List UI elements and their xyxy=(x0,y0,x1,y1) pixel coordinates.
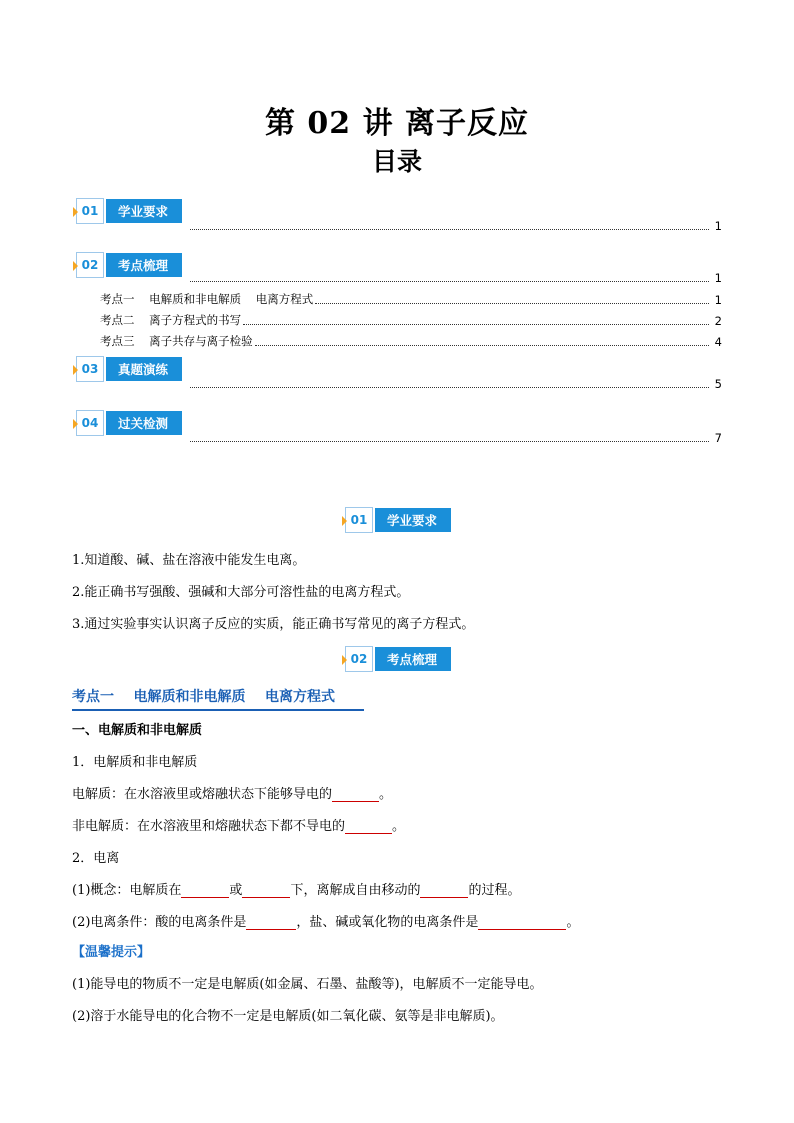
fill-blank[interactable] xyxy=(420,885,468,898)
leader-dots xyxy=(315,303,709,304)
item-heading: 2．电离 xyxy=(72,851,120,866)
toc-entry-02[interactable] xyxy=(188,271,722,285)
hint-label: 【温馨提示】 xyxy=(72,945,151,960)
toc-subentry-text: 考点一 电解质和非电解质 电离方程式 xyxy=(100,292,314,306)
leader-dots xyxy=(243,324,709,325)
badge-label: 过关检测 xyxy=(106,411,182,435)
requirement-item: 3.通过实验事实认识离子反应的实质，能正确书写常见的离子方程式。 xyxy=(72,617,475,632)
page-number: 4 xyxy=(714,335,722,349)
toc-badge-02[interactable] xyxy=(76,252,182,278)
page-number: 1 xyxy=(714,271,722,285)
toc-heading: 目录 xyxy=(371,147,422,176)
item-heading: 1．电解质和非电解质 xyxy=(72,755,198,770)
toc-entry-03[interactable] xyxy=(188,377,722,391)
badge-number: 01 xyxy=(76,198,104,224)
leader-dots xyxy=(190,441,709,442)
toc-subentry-text: 考点二 离子方程式的书写 xyxy=(100,313,242,327)
leader-dots xyxy=(190,387,709,388)
toc-subentry-1[interactable] xyxy=(100,291,722,307)
fill-blank[interactable] xyxy=(242,885,290,898)
fill-blank[interactable] xyxy=(478,917,566,930)
toc-subentry-text: 考点三 离子共存与离子检验 xyxy=(100,334,253,348)
badge-label: 学业要求 xyxy=(106,199,182,223)
toc-entry-01[interactable] xyxy=(188,219,722,233)
badge-label: 真题演练 xyxy=(106,357,182,381)
definition-electrolyte: 电解质：在水溶液里或熔融状态下能够导电的 。 xyxy=(72,787,393,802)
toc-subentry-2[interactable] xyxy=(100,312,722,328)
requirement-item: 2.能正确书写强酸、强碱和大部分可溶性盐的电离方程式。 xyxy=(72,585,410,600)
badge-label: 考点梳理 xyxy=(106,253,182,277)
leader-dots xyxy=(190,229,709,230)
leader-dots xyxy=(190,281,709,282)
badge-number: 01 xyxy=(345,507,373,533)
page-number: 2 xyxy=(714,314,722,328)
toc-badge-03[interactable] xyxy=(76,356,182,382)
ionization-condition: (2)电离条件：酸的电离条件是 ，盐、碱或氧化物的电离条件是 。 xyxy=(72,915,580,930)
badge-number: 02 xyxy=(345,646,373,672)
requirement-item: 1.知道酸、碱、盐在溶液中能发生电离。 xyxy=(72,553,306,568)
key-point-underline xyxy=(72,709,364,711)
badge-number: 02 xyxy=(76,252,104,278)
fill-blank[interactable] xyxy=(181,885,229,898)
definition-nonelectrolyte: 非电解质：在水溶液里和熔融状态下都不导电的 。 xyxy=(72,819,406,834)
leader-dots xyxy=(255,345,709,346)
key-point-title: 考点一 电解质和非电解质 电离方程式 xyxy=(72,689,335,705)
hint-item: (1)能导电的物质不一定是电解质(如金属、石墨、盐酸等)，电解质不一定能导电。 xyxy=(72,977,543,992)
badge-number: 03 xyxy=(76,356,104,382)
toc-subentry-3[interactable] xyxy=(100,333,722,349)
fill-blank[interactable] xyxy=(345,821,392,834)
toc-badge-01[interactable] xyxy=(76,198,182,224)
page-number: 5 xyxy=(714,377,722,391)
hint-item: (2)溶于水能导电的化合物不一定是电解质(如二氧化碳、氨等是非电解质)。 xyxy=(72,1009,504,1024)
badge-label: 学业要求 xyxy=(375,508,451,532)
section-badge-01 xyxy=(345,507,451,533)
page-number: 1 xyxy=(714,293,722,307)
toc-badge-04[interactable] xyxy=(76,410,182,436)
ionization-concept: (1)概念：电解质在 或 下，离解成自由移动的 的过程。 xyxy=(72,883,521,898)
document-title: 第 02 讲 离子反应 xyxy=(264,106,530,141)
subsection-heading: 一、电解质和非电解质 xyxy=(72,723,203,738)
fill-blank[interactable] xyxy=(246,917,296,930)
toc-entry-04[interactable] xyxy=(188,431,722,445)
badge-label: 考点梳理 xyxy=(375,647,451,671)
page-number: 1 xyxy=(714,219,722,233)
fill-blank[interactable] xyxy=(332,789,379,802)
page-number: 7 xyxy=(714,431,722,445)
badge-number: 04 xyxy=(76,410,104,436)
section-badge-02 xyxy=(345,646,451,672)
